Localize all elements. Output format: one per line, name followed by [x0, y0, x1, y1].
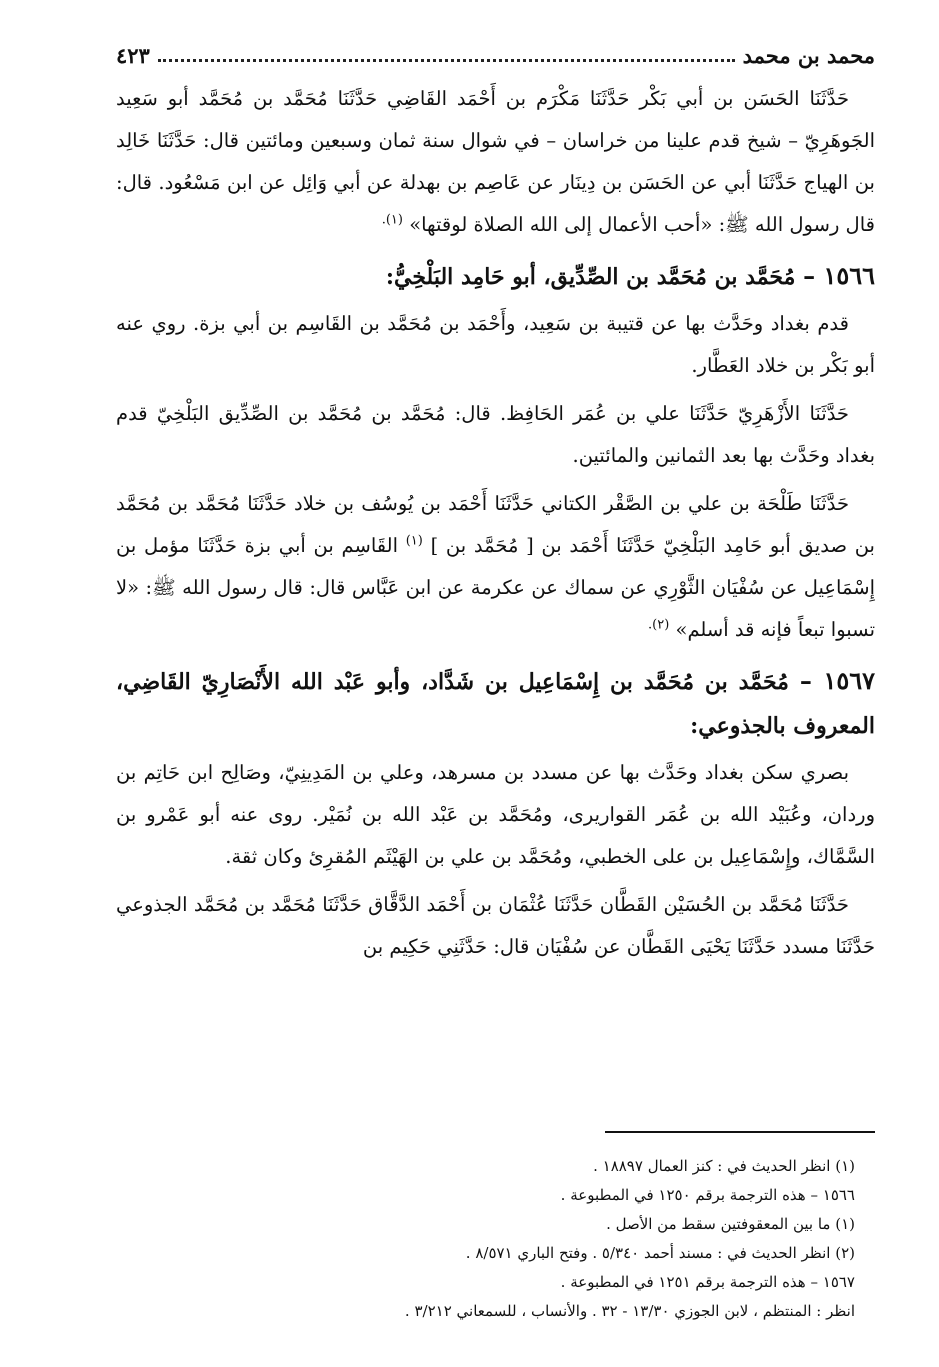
footnotes: [116, 1152, 875, 1326]
page-header: [116, 38, 875, 72]
biography-paragraph-1566: قدم بغداد وحَدَّث بها عن قتيبة بن سَعِيد، وأَحْمَد بن مُحَمَّد بن القَاسِم بن أبي بزة. روي عنه أبو بَكْر بن خلاد العَطَّار.: [116, 312, 875, 377]
entry-title: مُحَمَّد بن مُحَمَّد بن الصِّدِّيق، أبو حَامِد البَلْخِيُّ:: [385, 264, 796, 290]
footnote-marker: (٢).: [648, 617, 670, 633]
entry-number: ١٥٦٦ –: [803, 261, 875, 290]
running-title: محمد بن محمد: [742, 42, 875, 68]
footnote: ١٥٦٦ – هذه الترجمة برقم ١٢٥٠ في المطبوعة .: [560, 1186, 855, 1204]
hadith-paragraph-1: [116, 78, 875, 246]
entry-heading-1566: [116, 254, 875, 299]
footnote: (١) انظر الحديث في : كنز العمال ١٨٨٩٧ .: [593, 1157, 855, 1175]
footnote-marker: (١).: [381, 212, 403, 228]
footnote: انظر : المنتظم ، لابن الجوزي ١٣/٣٠ - ٣٢ . والأنساب ، للسمعاني ٣/٢١٢ .: [404, 1302, 855, 1320]
entry-heading-1567: [116, 659, 875, 748]
footnote-separator: [605, 1131, 875, 1133]
entry-title: مُحَمَّد بن مُحَمَّد بن إِسْمَاعِيل بن شَدَّاد، وأبو عَبْد الله الأَنْصَارِيّ القَاضِي، المعروف بالجذوعي:: [116, 669, 875, 739]
footnote: (١) ما بين المعقوفتين سقط من الأصل .: [606, 1215, 855, 1233]
main-text: [116, 78, 875, 968]
hadith-paragraph-3: حَدَّثَنَا مُحَمَّد بن الحُسَيْن القَطَّان حَدَّثَنَا عُثْمَان بن أَحْمَد الدَّقَّاق حَدَّثَنَا مُحَمَّد بن مُحَمَّد الجذوعي حَدَّثَنَا مسدد حَدَّثَنَا يَحْيَى القَطَّان عن سُفْيَان قال: حَدَّثَنِي حَكِيم بن: [116, 893, 875, 958]
footnote: (٢) انظر الحديث في : مسند أحمد ٥/٣٤٠ . وفتح الباري ٨/٥٧١ .: [465, 1244, 855, 1262]
paragraph-text: حَدَّثَنَا الحَسَن بن أبي بَكْر حَدَّثَنَا مَكْرَم بن أَحْمَد القَاضِي حَدَّثَنَا مُحَمَّد بن مُحَمَّد أبو سَعِيد الجَوهَرِيّ – شيخ قدم علينا من خراسان – في شوال سنة ثمان وسبعين ومائتين قال: حَدَّثَنَا خَالِد بن الهياج حَدَّثَنَا أبي عن الحَسَن بن دِينَار عن عَاصِم بن بهدلة عن أبي وَائِل عن ابن مَسْعُود. قال: قال رسول الله ﷺ: «أحب الأعمال إلى الله الصلاة لوقتها»: [116, 87, 875, 236]
report-paragraph-1566: حَدَّثَنَا الأَزْهَرِيّ حَدَّثَنَا علي بن عُمَر الحَافِظ. قال: مُحَمَّد بن مُحَمَّد بن الصِّدِّيق البَلْخِيّ قدم بغداد وحَدَّث بها بعد الثمانين والمائتين.: [116, 402, 875, 467]
dotted-leader: [158, 49, 735, 62]
paragraph-text: القَاسِم بن أبي بزة حَدَّثَنَا مؤمل بن إِسْمَاعِيل عن سُفْيَان الثَّوْرِي عن سماك عن عكرمة عن ابن عَبَّاس قال: قال رسول الله ﷺ: «لا تسبوا تبعاً فإنه قد أسلم»: [116, 534, 875, 641]
entry-number: ١٥٦٧ –: [799, 666, 875, 695]
footnote: ١٥٦٧ – هذه الترجمة برقم ١٢٥١ في المطبوعة .: [560, 1273, 855, 1291]
paragraph-text: حَدَّثَنَا طَلْحَة بن علي بن الصَّقْر الكتاني حَدَّثَنَا أَحْمَد بن يُوسُف بن خلاد حَدَّثَنَا مُحَمَّد بن مُحَمَّد بن صديق أبو حَامِد البَلْخِيّ حَدَّثَنَا أَحْمَد بن [ مُحَمَّد بن ]: [116, 492, 875, 557]
footnote-marker: (١): [405, 533, 423, 549]
hadith-paragraph-2: [116, 483, 875, 651]
biography-paragraph-1567: بصري سكن بغداد وحَدَّث بها عن مسدد بن مسرهد، وعلي بن المَدِينِيّ، وصَالِح ابن حَاتِم بن وردان، وعُبَيْد الله بن عُمَر القواريرى، ومُحَمَّد بن عَبْد الله بن نُمَيْر. روى عنه أبو عَمْرو بن السَّمَّاك، وإِسْمَاعِيل بن على الخطبي، ومُحَمَّد بن علي بن الهَيْثَم المُقرِئ وكان ثقة.: [116, 761, 875, 868]
page-number: ٤٢٣: [116, 42, 150, 68]
